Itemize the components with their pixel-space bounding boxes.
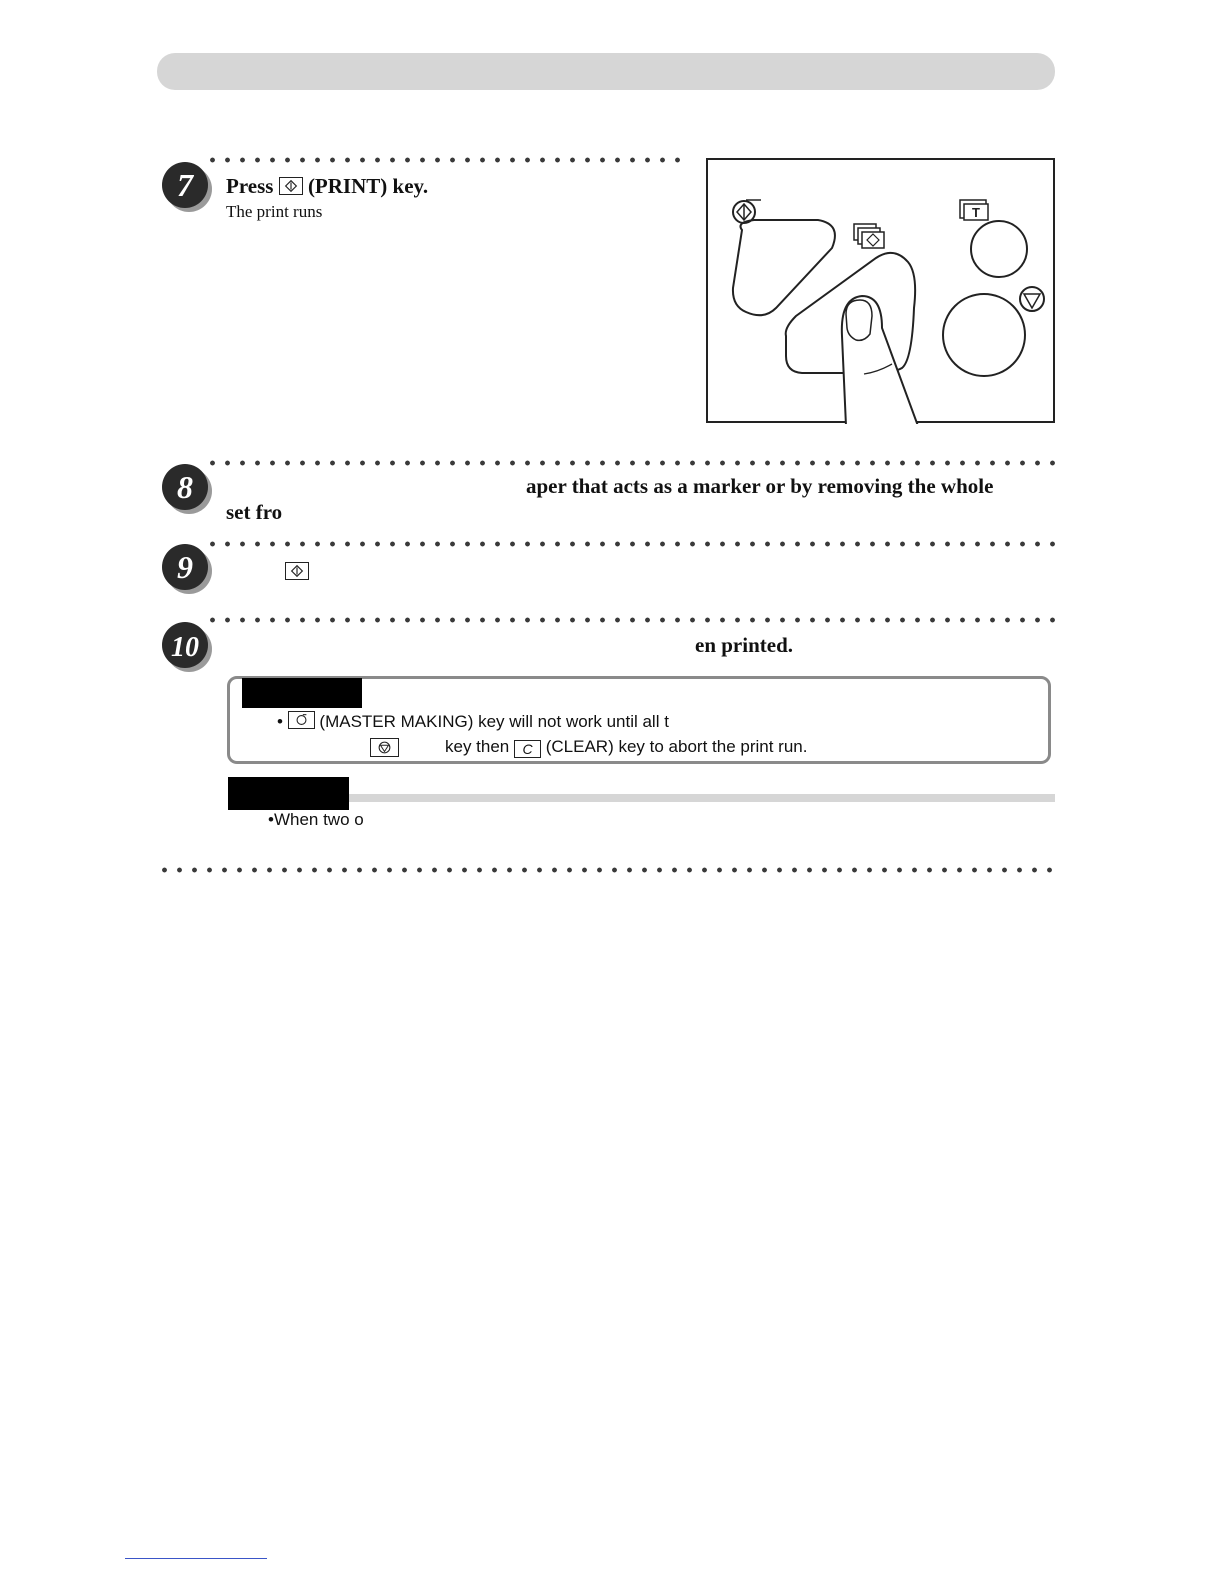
bullet: • — [277, 712, 283, 731]
master-making-key-icon — [288, 711, 315, 729]
step-divider — [205, 541, 1055, 547]
important-heading-redacted — [242, 678, 362, 708]
note-line-1: •When two o — [268, 810, 364, 829]
note-rule — [230, 794, 1055, 802]
svg-text:9: 9 — [177, 549, 193, 585]
svg-text:10: 10 — [171, 632, 199, 663]
step10-text-line1: en printed. — [695, 633, 794, 657]
svg-text:7: 7 — [177, 167, 193, 203]
step-badge-10 — [160, 620, 214, 674]
svg-text:T: T — [972, 205, 980, 220]
step7-press-label: Press — [226, 174, 274, 198]
print-key-icon — [854, 224, 884, 248]
step7-title — [226, 174, 428, 199]
stop-key-icon — [370, 738, 399, 757]
step-badge-8 — [160, 462, 214, 516]
svg-text:8: 8 — [177, 469, 193, 505]
clear-key-icon: C — [514, 740, 541, 758]
step-badge-7 — [160, 160, 214, 214]
important-line-1-text: (MASTER MAKING) key will not work until all t — [319, 712, 669, 731]
important-line-2 — [445, 737, 807, 758]
important-line-2-end: (CLEAR) key to abort the print run. — [545, 737, 808, 756]
step-divider — [205, 157, 690, 163]
step-divider — [205, 617, 1055, 623]
header-bar — [157, 53, 1055, 90]
step7-subtext: The print runs — [226, 202, 323, 221]
step8-text-line1: aper that acts as a marker or by removing the whole — [526, 474, 994, 498]
step-badge-9 — [160, 542, 214, 596]
step7-key-label: (PRINT) key. — [307, 174, 429, 198]
note-heading-redacted — [228, 777, 349, 810]
important-line-2-mid: key then — [445, 737, 510, 756]
control-panel-illustration — [706, 158, 1055, 424]
print-key-icon — [285, 562, 309, 580]
footer-link-underline[interactable] — [125, 1558, 267, 1559]
step8-text-line2: set fro — [226, 500, 283, 524]
section-end-divider — [157, 867, 1055, 873]
step-divider — [205, 460, 1055, 466]
important-line-1 — [277, 711, 669, 732]
print-key-icon — [279, 177, 303, 195]
